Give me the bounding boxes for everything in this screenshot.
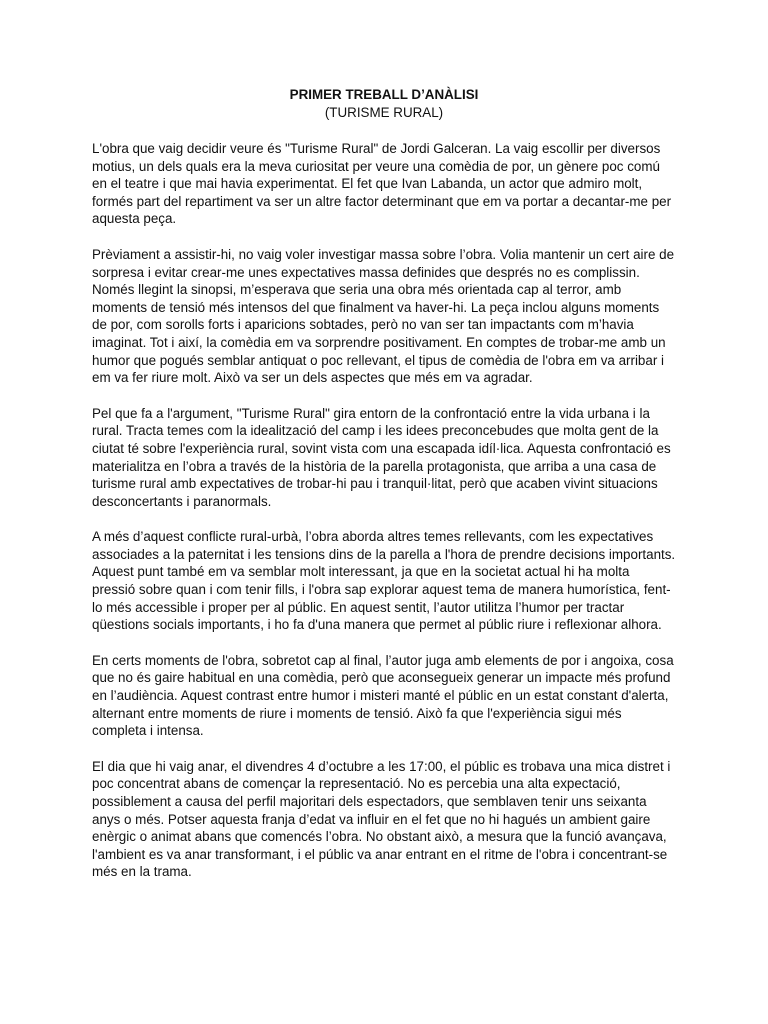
paragraph-1: L'obra que vaig decidir veure és "Turisme Rural" de Jordi Galceran. La vaig escollir per diversos motius, un dels quals era la meva curiositat per veure una comèdia de por, un gènere poc comú en el teatre i que mai havia experimentat. El fet que Ivan Labanda, un actor que admiro molt, formés part del repartiment va ser un altre factor determinant que em va portar a decantar-me per aquesta peça.	[92, 141, 672, 227]
paragraph-5: En certs moments de l'obra, sobretot cap al final, l’autor juga amb elements de por i angoixa, cosa que no és gaire habitual en una comèdia, però que aconsegueix generar un impacte més profund en l’audiència. Aquest contrast entre humor i misteri manté el públic en un estat constant d'alerta, alternant entre moments de riure i moments de tensió. Això fa que l'experiència sigui més completa i intensa.	[92, 652, 674, 739]
document-title: PRIMER TREBALL D’ANÀLISI	[289, 87, 479, 102]
document-page	[92, 86, 676, 899]
paragraph-6: El dia que hi vaig anar, el divendres 4 d’octubre a les 17:00, el públic es trobava una mica distret i poc concentrat abans de començar la representació. No es percebia una alta expectació, possiblement a causa del perfil majoritari dels espectadors, que semblaven tenir uns seixanta anys o més. Potser aquesta franja d’edat va influir en el fet que no hi hagués un ambient gaire enèrgic o animat abans que comencés l’obra. No obstant això, a mesura que la funció avançava, l'ambient es va anar transformant, i el públic va anar entrant en el ritme de l'obra i concentrant-se més en la trama.	[92, 758, 671, 880]
title-block	[92, 86, 676, 122]
paragraph-3: Pel que fa a l'argument, "Turisme Rural" gira entorn de la confrontació entre la vida urbana i la rural. Tracta temes com la idealització del camp i les idees preconcebudes que molta gent de la ciutat té sobre l'experiència rural, sovint vista com una escapada idíl·lica. Aquesta confrontació es materialitza en l’obra a través de la història de la parella protagonista, que arriba a una casa de turisme rural amb expectatives de trobar-hi pau i tranquil·litat, però que acaben vivint situacions desconcertants i paranormals.	[92, 405, 671, 509]
paragraph-2: Prèviament a assistir-hi, no vaig voler investigar massa sobre l’obra. Volia mantenir un cert aire de sorpresa i evitar crear-me unes expectatives massa definides que després no es complissin. Només llegint la sinopsi, m’esperava que seria una obra més orientada cap al terror, amb moments de tensió més intensos del que finalment va haver-hi. La peça inclou alguns moments de por, com sorolls forts i aparicions sobtades, però no van ser tan impactants com m’havia imaginat. Tot i així, la comèdia em va sorprendre positivament. En comptes de trobar-me amb un humor que pogués semblar antiquat o poc rellevant, el tipus de comèdia de l'obra em va arribar i em va fer riure molt. Això va ser un dels aspectes que més em va agradar.	[92, 246, 675, 386]
document-subtitle: (TURISME RURAL)	[324, 105, 444, 120]
paragraph-4: A més d’aquest conflicte rural-urbà, l’obra aborda altres temes rellevants, com les expectatives associades a la paternitat i les tensions dins de la parella a l'hora de prendre decisions importants. Aquest punt també em va semblar molt interessant, ja que en la societat actual hi ha molta pressió sobre quan i com tenir fills, i l'obra sap explorar aquest tema de manera humorística, fent-lo més accessible i proper per al públic. En aquest sentit, l’autor utilitza l’humor per tractar qüestions socials importants, i ho fa d'una manera que permet al públic riure i reflexionar alhora.	[92, 529, 676, 633]
